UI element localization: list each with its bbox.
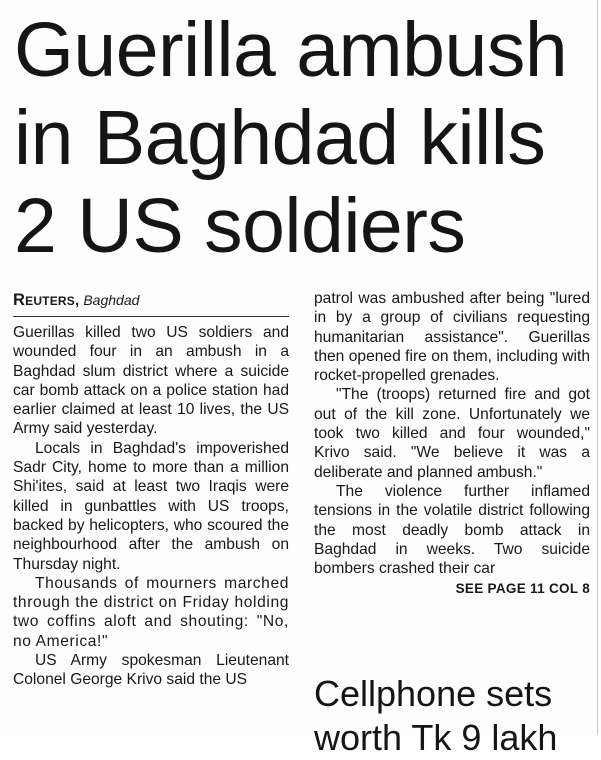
- article-column-2: [314, 289, 590, 597]
- article-paragraph: Locals in Baghdad's impoverished Sadr City, home to more than a million Shi'ites, said at least two Iraqis were killed in gunbattles with US troops, backed by helicopters, who scoured the neighbourhood after the ambush on Thursday night.: [13, 439, 289, 573]
- continued-on-page-link[interactable]: SEE PAGE 11 COL 8: [455, 581, 590, 597]
- article-paragraph: The violence further inflamed tensions in the volatile district following the most deadly bomb attack in Baghdad in weeks. Two suicide bombers crashed their car: [314, 482, 590, 578]
- article-paragraph: Guerillas killed two US soldiers and wounded four in an ambush in a Baghdad slum district where a suicide car bomb attack on a police station had earlier claimed at least 10 lives, the US Army said yesterday.: [13, 324, 289, 438]
- article-paragraph: Thousands of mourners marched through the district on Friday holding two coffins aloft and shouting: "No, no America!": [13, 574, 289, 650]
- headline: [14, 6, 594, 270]
- article-paragraph: US Army spokesman Lieutenant Colonel George Krivo said the US: [13, 652, 289, 689]
- article-paragraph: patrol was ambushed after being "lured in by a group of civilians requesting humanitarian assistance". Guerillas then opened fire on them, including with rocket-propelled grenades.: [314, 290, 590, 385]
- headline-line-1: Guerilla ambush: [14, 7, 568, 93]
- byline-location: Baghdad: [83, 292, 140, 308]
- next-story-headline-line-2: worth Tk 9 lakh: [314, 717, 558, 758]
- next-story-headline-line-1: Cellphone sets: [314, 673, 553, 714]
- article-column-1: [13, 290, 289, 690]
- byline: [13, 290, 289, 317]
- next-story-headline: [314, 672, 599, 760]
- column-rule: [597, 0, 598, 735]
- byline-agency: Reuters: [13, 291, 75, 309]
- headline-line-3: 2 US soldiers: [14, 183, 466, 269]
- headline-line-2: in Baghdad kills: [14, 95, 546, 181]
- byline-separator: ,: [75, 292, 80, 309]
- article-paragraph: "The (troops) returned fire and got out of the kill zone. Unfortunately we took two killed and four wounded," Krivo said. "We believe it was a deliberate and planned ambush.": [314, 386, 590, 481]
